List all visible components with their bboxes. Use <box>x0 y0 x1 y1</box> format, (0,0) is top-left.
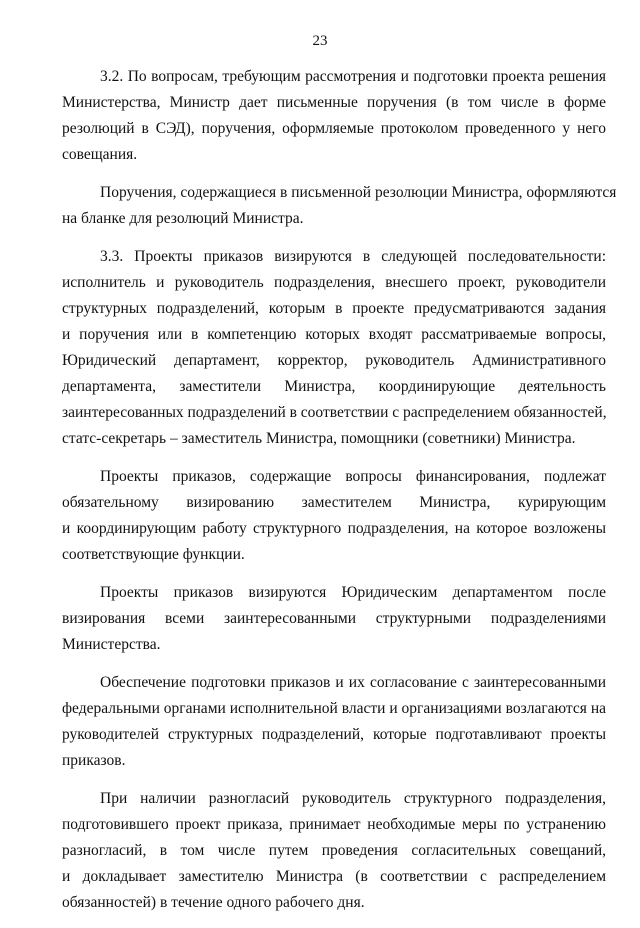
text-line: и координирующим работу структурного подразделения, на которое возложены <box>62 520 606 537</box>
text-line: Министерства, Министр дает письменные поручения (в том числе в форме <box>62 94 606 111</box>
text-line: подготовившего проект приказа, принимает необходимые меры по устранению <box>62 816 606 833</box>
paragraph-resolution-form <box>62 180 617 232</box>
text-line: структурных подразделений, которым в проекте предусматриваются задания <box>62 300 606 317</box>
text-line: приказов. <box>62 752 126 769</box>
paragraph-3-3 <box>62 244 606 452</box>
text-line: обязанностей) в течение одного рабочего дня. <box>62 894 365 911</box>
text-line: заинтересованных подразделений в соответствии с распределением обязанностей, <box>62 404 607 421</box>
text-line: визирования всеми заинтересованными структурными подразделениями <box>62 610 606 627</box>
text-line: статс-секретарь – заместитель Министра, помощники (советники) Министра. <box>62 430 576 447</box>
paragraph-financing <box>62 464 606 568</box>
text-line: исполнитель и руководитель подразделения, внесшего проект, руководители <box>62 274 606 291</box>
text-line: Поручения, содержащиеся в письменной резолюции Министра, оформляются <box>100 184 617 201</box>
text-line: резолюций в СЭД), поручения, оформляемые протоколом проведенного у него <box>62 120 606 137</box>
text-line: Проекты приказов визируются Юридическим департаментом после <box>100 584 606 601</box>
page-number: 23 <box>312 33 328 49</box>
paragraph-coordination <box>62 670 606 774</box>
text-line: Юридический департамент, корректор, руководитель Административного <box>62 352 606 369</box>
text-line: федеральными органами исполнительной власти и организациями возлагаются на <box>62 700 606 717</box>
text-line: разногласий, в том числе путем проведения согласительных совещаний, <box>62 842 606 859</box>
text-line: Министерства. <box>62 636 161 653</box>
text-line: на бланке для резолюций Министра. <box>62 210 304 227</box>
document-body <box>62 64 617 928</box>
text-line: 3.2. По вопросам, требующим рассмотрения и подготовки проекта решения <box>100 68 606 85</box>
text-line: 3.3. Проекты приказов визируются в следующей последовательности: <box>100 248 606 265</box>
text-line: и докладывает заместителю Министра (в соответствии с распределением <box>62 868 606 885</box>
paragraph-legal-dept <box>62 580 606 658</box>
text-line: департамента, заместители Министра, координирующие деятельность <box>62 378 606 395</box>
text-line: Обеспечение подготовки приказов и их согласование с заинтересованными <box>100 674 606 691</box>
paragraph-disagreements <box>62 786 606 916</box>
text-line: обязательному визированию заместителем Министра, курирующим <box>62 494 606 511</box>
text-line: соответствующие функции. <box>62 546 245 563</box>
text-line: При наличии разногласий руководитель структурного подразделения, <box>100 790 606 807</box>
text-line: Проекты приказов, содержащие вопросы финансирования, подлежат <box>100 468 606 485</box>
text-line: руководителей структурных подразделений, которые подготавливают проекты <box>62 726 606 743</box>
text-line: совещания. <box>62 146 138 163</box>
text-line: и поручения или в компетенцию которых входят рассматриваемые вопросы, <box>62 326 606 343</box>
paragraph-3-2 <box>62 64 606 168</box>
